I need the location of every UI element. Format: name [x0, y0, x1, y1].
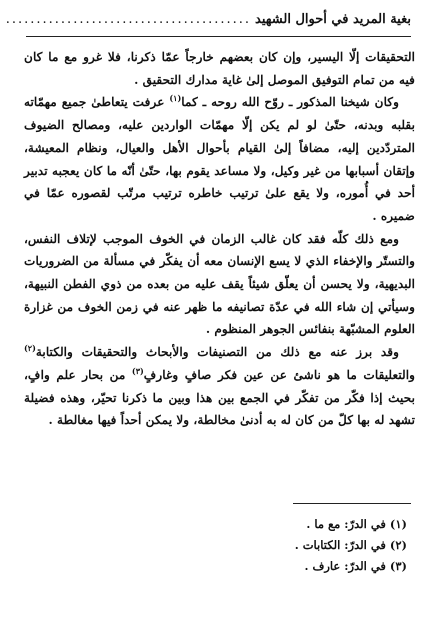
paragraph-3: [24, 228, 415, 342]
footnote-1: (١) في الدرّ: مع ما .: [306, 517, 407, 531]
paragraph-2: [24, 91, 415, 227]
book-title: بغية المريد في أحوال الشهيد: [255, 12, 411, 27]
page-number: [0, 12, 2, 27]
footnote-marker: (٢): [24, 343, 36, 354]
header-rule: [26, 36, 411, 37]
paragraph-4: [24, 341, 415, 432]
paragraph-text: ومع ذلك كلّه فقد كان غالب الزمان في الخوف الموجب لإتلاف النفس، والتستّر والإخفاء الذي لا يسع الإنسان معه أن يفكّر في مسألة من الضروريات البديهية، ولا يحسن أن يعلّق شيئاً يقف عليه من بعده من ذوي الفطن النبيهة، وسيأتي إن شاء الله في عدّة تصانيفه ما ظهر عنه في زمن الخوف من غزارة العلوم المشبّهة بنفائس الجوهر المنظوم .: [24, 231, 415, 337]
footnote-2: (٢) في الدرّ: الكتابات .: [294, 538, 407, 552]
paragraph-text: عرفت يتعاطىٰ جميع مهمّاته بقلبه وبدنه، حتّىٰ لو لم يكن إلّا مهمّات الواردين عليه، ومصالح الضيوف المتردّدين إليه، مضافاً إلىٰ القيام بأحوال الأهل والعيال، ونظام المعيشة، وإتقان أسبابها من غير وكيل، ولا مساعد يقوم بها، حتّىٰ أنّه ما كان يعجبه تدبير أحد في أُموره، ولا يقع علىٰ ترتيب خاطره ترتيب مرتّب لقصوره عمّا في ضميره .: [24, 95, 415, 223]
main-text: [24, 46, 415, 432]
paragraph-1: [24, 46, 415, 91]
paragraph-text: من بحار علم وافٍ، بحيث إذا فكّر من تفكّر في الجمع بين هذا وبين ما ذكرنا تحيّر، وهذه فضيلة تشهد له بها كلّ من كان له به أدنىٰ مخالطة، ولا يمكن أحداً فيها مغالطة .: [24, 367, 415, 428]
paragraph-text: التحقيقات إلّا اليسير، وإن كان بعضهم خارجاً عمّا ذكرنا، فلا غرو مع ما كان فيه من تمام التوفيق الموصل إلىٰ غاية مدارك التحقيق .: [24, 50, 415, 87]
paragraph-text: وقد برز عنه مع ذلك من التصنيفات والأبحاث والتحقيقات والكتابة: [35, 345, 399, 360]
running-header: [5, 12, 411, 34]
footnote-3: (٣) في الدرّ: عارف .: [304, 559, 407, 573]
paragraph-text: وكان شيخنا المذكور ـ روّح الله روحه ـ كما: [181, 95, 399, 110]
footnotes: [26, 514, 407, 577]
footnote-separator: [293, 503, 411, 504]
paragraph-text: والتعليقات ما هو ناشئ عن عين فكر صافٍ وغارفٍ: [143, 367, 415, 382]
footnote-marker: (١): [169, 93, 182, 104]
leader-dots: ........................................: [5, 12, 252, 27]
footnote-marker: (٣): [131, 365, 144, 376]
